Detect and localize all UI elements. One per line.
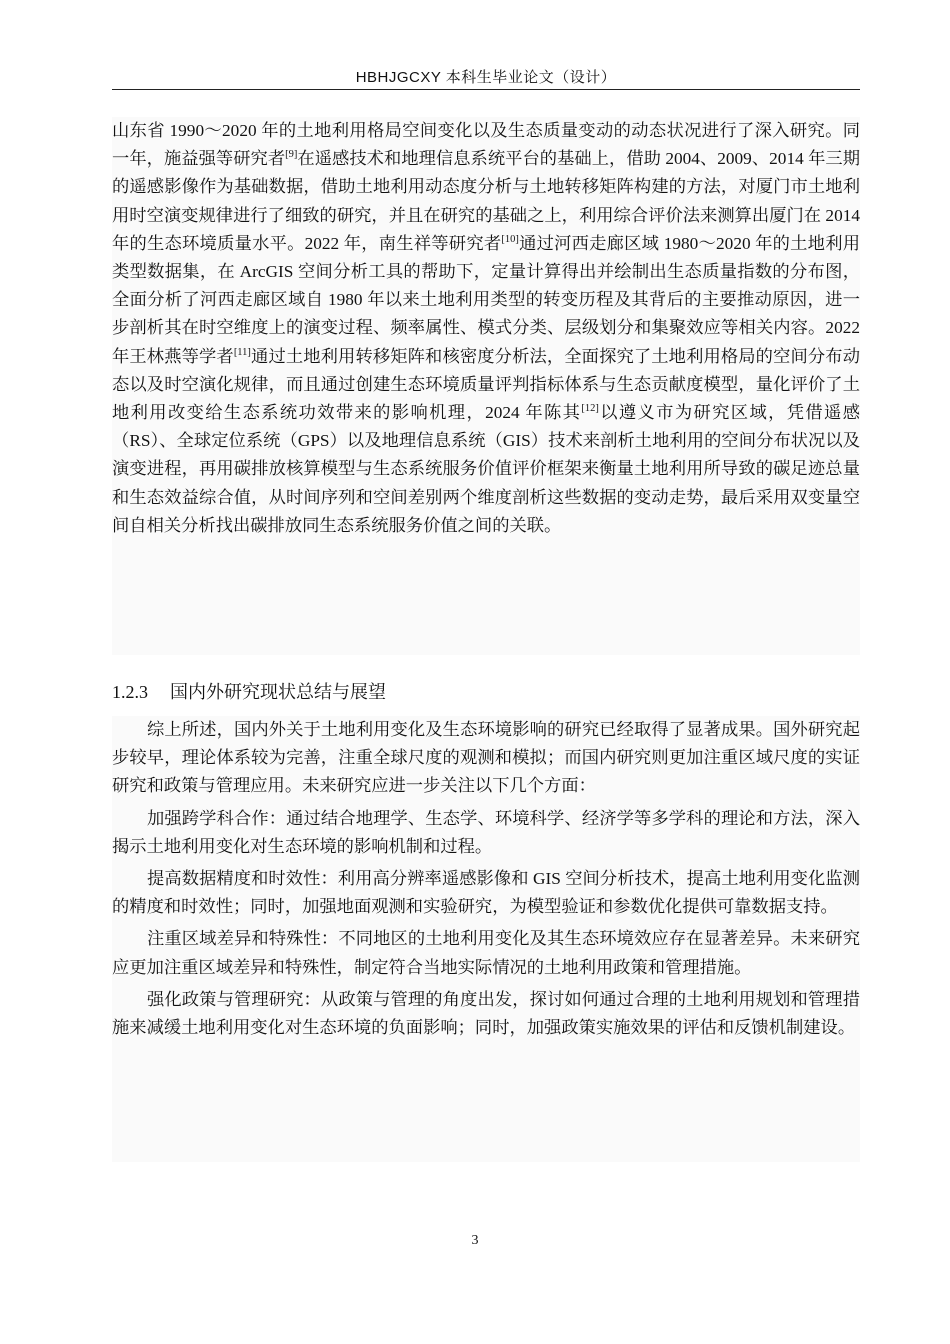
citation-ref: [11] xyxy=(233,346,251,358)
text-run: 在遥感技术和地理信息系统平台的基础上，借助 2004、2009、2014 年三期的遥感影像作为基础数据，借助土地利用动态度分析与土地转移矩阵构建的方法，对厦门市土地利用时空演变规律进行了细致的研究，并且在研究的基础之上，利用综合评价法来测算出厦门在 2014 年的生态环境质量水平。2022 年，南生祥等研究者 xyxy=(112,149,860,253)
text-run: 通过土地利用转移矩阵和核密度分析法，全面探究了土地利用格局的空间分布动态以及时空演化规律，而且通过创建生态环境质量评判指标体系与生态贡献度模型，量化评价了土地利用改变给生态系统功效带来的影响机理，2024 年陈其 xyxy=(112,346,860,423)
citation-ref: [12] xyxy=(581,403,599,415)
text-run: 山东省 1990～2020 年的土地利用格局空间变化以及生态质量变动的动态状况进行了深入研究。同一年，施益强等研究者 xyxy=(112,121,860,169)
body-paragraph: 综上所述，国内外关于土地利用变化及生态环境影响的研究已经取得了显著成果。国外研究起步较早，理论体系较为完善，注重全球尺度的观测和模拟；而国内研究则更加注重区域尺度的实证研究和政策与管理应用。未来研究应进一步关注以下几个方面： xyxy=(112,720,860,796)
text-run: 通过河西走廊区域 1980～2020 年的土地利用类型数据集，在 ArcGIS 空间分析工具的帮助下，定量计算得出并绘制出生态质量指数的分布图，全面分析了河西走廊区域自 1980 年以来土地利用类型的转变历程及其背后的主要推动原因，进一步剖析其在时空维度上的演变过程、频率属性、模式分类、层级划分和集聚效应等相关内容。2022 年王林燕等学者 xyxy=(112,233,860,366)
body-paragraph: 注重区域差异和特殊性：不同地区的土地利用变化及其生态环境效应存在显著差异。未来研究应更加注重区域差异和特殊性，制定符合当地实际情况的土地利用政策和管理措施。 xyxy=(112,929,860,977)
header-divider xyxy=(112,89,860,90)
body-paragraph: 加强跨学科合作：通过结合地理学、生态学、环境科学、经济学等多学科的理论和方法，深入揭示土地利用变化对生态环境的影响机制和过程。 xyxy=(112,808,860,856)
running-header: HBHJGCXY 本科生毕业论文（设计） xyxy=(355,69,617,86)
section-heading xyxy=(112,680,386,705)
literature-review-continuation xyxy=(112,117,860,655)
section-number: 1.2.3 xyxy=(112,682,148,702)
body-paragraph xyxy=(112,117,860,540)
body-paragraph: 强化政策与管理研究：从政策与管理的角度出发，探讨如何通过合理的土地利用规划和管理措施来减缓土地利用变化对生态环境的负面影响；同时，加强政策实施效果的评估和反馈机制建设。 xyxy=(112,989,860,1038)
citation-ref: [10] xyxy=(501,233,519,245)
summary-section-body xyxy=(112,716,860,1162)
page-number: 3 xyxy=(471,1233,479,1248)
text-run: 以遵义市为研究区域，凭借遥感（RS）、全球定位系统（GPS）以及地理信息系统（GIS）技术来剖析土地利用的空间分布状况以及演变进程，再用碳排放核算模型与生态系统服务价值评价框架来衡量土地利用所导致的碳足迹总量和生态效益综合值，从时间序列和空间差别两个维度剖析这些数据的变动走势，最后采用双变量空间自相关分析找出碳排放同生态系统服务价值之间的关联。 xyxy=(112,403,860,535)
body-paragraph: 提高数据精度和时效性：利用高分辨率遥感影像和 GIS 空间分析技术，提高土地利用变化监测的精度和时效性；同时，加强地面观测和实验研究，为模型验证和参数优化提供可靠数据支持。 xyxy=(112,869,860,917)
section-title: 国内外研究现状总结与展望 xyxy=(170,682,386,703)
citation-ref: [9] xyxy=(285,149,298,161)
